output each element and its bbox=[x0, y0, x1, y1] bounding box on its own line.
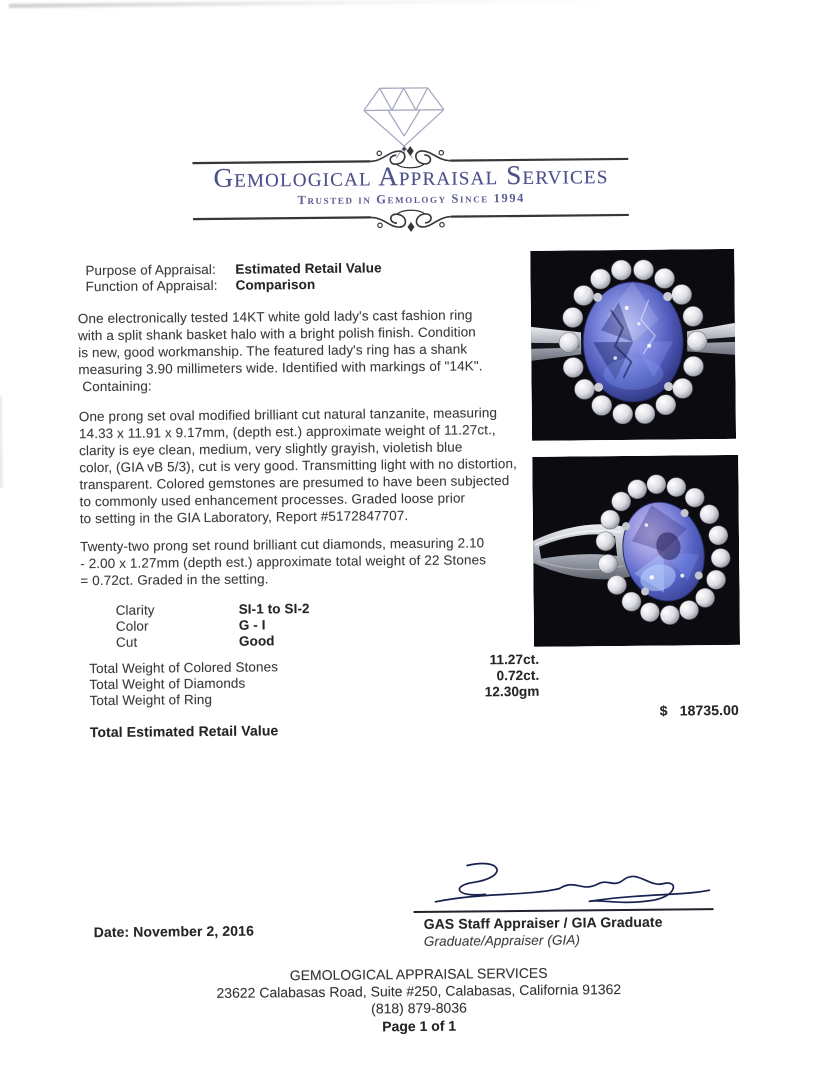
grading-row-label: Clarity bbox=[115, 602, 155, 618]
grading-row-label: Color bbox=[115, 618, 149, 634]
footer-company-name: GEMOLOGICAL APPRAISAL SERVICES bbox=[289, 964, 548, 984]
grading-row-value: G - I bbox=[238, 617, 266, 633]
brand-title: Gemological Appraisal Services bbox=[213, 159, 609, 193]
scan-edge-artifact-left bbox=[0, 396, 2, 488]
retail-currency-symbol: $ bbox=[659, 702, 668, 719]
ring-face-view-photo bbox=[530, 249, 736, 441]
scan-edge-artifact-top bbox=[9, 0, 629, 8]
total-row-label: Total Weight of Ring bbox=[89, 691, 213, 709]
appraiser-credential: Graduate/Appraiser (GIA) bbox=[423, 932, 581, 949]
tanzanite-description-paragraph: One prong set oval modified brilliant cut natural tanzanite, measuring 14.33 x 11.91 x 9.17mm, (depth est.) approximate weight of 11.27ct., clarity is eye clean, medium, very slightly grayish, violetish blue color, (GIA vB 5/3), cut is very good. Transmitting light with no distortion, transparent. Colored gemstones are presumed to have been subjected to commonly used enhancement processes. Graded loose prior to setting in the GIA Laboratory, Report #5172847707. bbox=[78, 405, 517, 527]
ring-face-view-illustration bbox=[530, 249, 736, 441]
purpose-label: Purpose of Appraisal: bbox=[85, 261, 216, 279]
grading-row-value: SI-1 to SI-2 bbox=[238, 601, 310, 617]
retail-amount: 18735.00 bbox=[679, 701, 739, 719]
ring-angled-view-photo bbox=[532, 455, 740, 647]
total-row-label: Total Weight of Colored Stones bbox=[89, 659, 279, 677]
total-row-value: 0.72ct. bbox=[496, 667, 540, 684]
ornament-divider-bottom-icon bbox=[193, 204, 629, 238]
ring-description-paragraph: One electronically tested 14KT white gold lady's cast fashion ring with a split shank basket halo with a bright polish finish. Condition is new, good workmanship. The featured lady's ring has a shank measuring 3.90 millimeters wide. Identified with markings of "14K". Containing: bbox=[77, 307, 483, 395]
grading-row-value: Good bbox=[238, 633, 275, 649]
function-label: Function of Appraisal: bbox=[85, 277, 218, 295]
appraisal-date: Date: November 2, 2016 bbox=[93, 922, 254, 941]
ring-angled-view-illustration bbox=[532, 455, 740, 647]
total-row-label: Total Weight of Diamonds bbox=[89, 675, 246, 693]
signature-icon bbox=[407, 853, 714, 916]
total-row-value: 11.27ct. bbox=[489, 651, 540, 668]
appraiser-title: GAS Staff Appraiser / GIA Graduate bbox=[423, 913, 663, 932]
total-row-value: 12.30gm bbox=[484, 683, 540, 700]
purpose-value: Estimated Retail Value bbox=[235, 260, 382, 277]
footer-phone: (818) 879-8036 bbox=[371, 999, 467, 1017]
retail-value-label: Total Estimated Retail Value bbox=[89, 722, 279, 741]
function-value: Comparison bbox=[235, 276, 316, 293]
diamonds-description-paragraph: Twenty-two prong set round brilliant cut diamonds, measuring 2.10 - 2.00 x 1.27mm (depth est.) approximate total weight of 22 Stones = 0.72ct. Graded in the setting. bbox=[79, 535, 487, 589]
grading-row-label: Cut bbox=[115, 634, 138, 650]
footer-address: 23622 Calabasas Road, Suite #250, Calabasas, California 91362 bbox=[216, 981, 622, 1001]
page-number: Page 1 of 1 bbox=[382, 1017, 457, 1035]
brand-tagline: Trusted in Gemology Since 1994 bbox=[297, 190, 526, 208]
